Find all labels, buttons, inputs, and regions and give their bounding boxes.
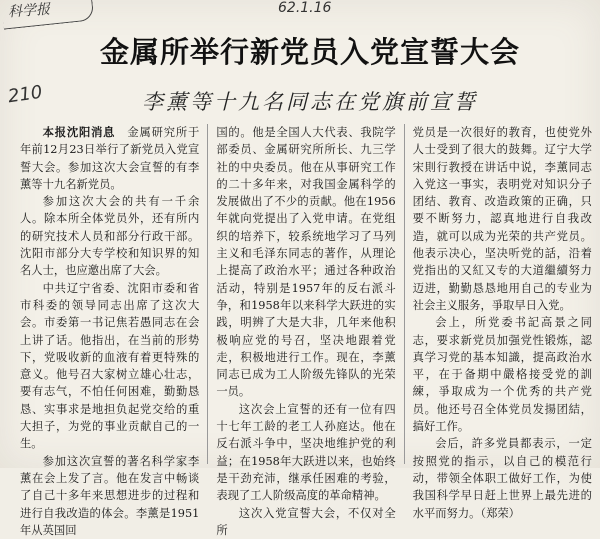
article-paragraph [413, 314, 592, 435]
handwritten-date-note: 62.1.16 [278, 0, 332, 16]
handwritten-number-note: 210 [6, 81, 44, 108]
column-divider [404, 124, 405, 464]
article-paragraph [413, 124, 592, 314]
article-body [20, 124, 592, 537]
paragraph-text: 这次会上宣誓的还有一位有四十七年工龄的老工人孙庭达。他在反右派斗争中，坚决地维护党的利益；在1958年大跃进以来，也始终是干劲充沛，继承任困难的考验，表现了工人阶级高度的革命精神。 [216, 402, 396, 503]
article-paragraph [216, 401, 395, 505]
article-column-1 [20, 124, 200, 537]
paragraph-text: 会上，所党委书記高景之同志，要求新党员加强党性锻炼，認真学习党的基本知識，提高政治水平，在于备期中嚴格接受党的訓練，爭取成为一个优秀的共产党员。他还号召全体党员发揚团結，搞好工作。 [412, 316, 592, 434]
article-paragraph [216, 505, 395, 539]
paragraph-text: 中共辽宁省委、沈阳市委和省市科委的领导同志出席了这次大会。市委第一书记焦若愚同志在会上讲了话。他指出，在当前的形势下，党吸收新的血液有着更特殊的意义。他号召大家树立雄心壮志，要有志气，不怕任何困难，勤勤恳恳、实事求是地担负起党交给的重大担子，为党的事业贡献自己的一生。 [20, 281, 200, 451]
article-paragraph [20, 124, 199, 193]
article-paragraph [216, 124, 395, 401]
article-column-2 [216, 124, 396, 537]
subheadline: 李薰等十九名同志在党旗前宣誓 [142, 90, 478, 114]
paragraph-text: 国的。他是全国人大代表、我院学部委员、金属研究所所长、九三学社的中央委员。他在从事研究工作的二十多年来，对我国金属科学的发展做出了不少的贡献。他在1956年就向党提出了入党申请。在党组织的培养下，较系统地学习了马列主义和毛泽东同志的著作，从理论上提高了政治水平；通过各种政治活动，特别是1957年的反右派斗争，和1958年以来科学大跃进的实践，明辨了大是大非，几年来他积极响应党的号召，坚决地跟着党走，积极地进行工作。现在，李薰同志已成为工人阶级先锋队的光荣一员。 [216, 126, 396, 399]
article-paragraph [413, 435, 592, 521]
article-paragraph [20, 280, 199, 453]
paragraph-text: 这次入党宣誓大会，不仅对全所 [216, 506, 396, 537]
headline: 金属所举行新党员入党宣誓大会 [99, 35, 520, 69]
column-divider [207, 124, 208, 464]
paragraph-text: 会后，許多党員都表示，一定按照党的指示，以自己的模范行动，带领全体职工做好工作，为使我国科学早日赶上世界上最先进的水平而努力。（郑荣） [412, 437, 592, 520]
paragraph-text: 党员是一次很好的教育，也使党外人士受到了很大的鼓舞。辽宁大学宋則行教授在讲话中说，李薰同志入党这一事实，表明党对知识分子团结、教育、改造政策的正确，只要不断努力，認真地进行自我改造，就可以成为光荣的共产党员。他表示决心，坚决听党的話，沿着党指出的又紅又专的大道繼續努力迈进，勤勤恳恳地用自己的专业为社会主义服务，爭取早日入党。 [412, 126, 592, 312]
article-paragraph [20, 193, 199, 279]
dateline: 本报沈阳消息 [42, 125, 128, 139]
paragraph-text: 参加这次宣誓的著名科学家李薰在会上发了言。他在发言中畅谈了自己十多年来思想进步的过程和进行自我改造的体会。李薰是1951年从英国回 [20, 454, 200, 537]
handwritten-source-note: 科学报 [7, 1, 51, 21]
article-column-3 [412, 124, 592, 520]
paragraph-text: 金属研究所于年前12月23日举行了新党员入党宣誓大会。参加这次大会宣誓的有李薰等十九名新党员。 [20, 126, 200, 191]
article-paragraph [20, 453, 199, 539]
paragraph-text: 参加这次大会的共有一千余人。除本所全体党员外，还有所内的研究技术人员和部分行政干部。沈阳市部分大专学校和知识界的知名人士，也应邀出席了大会。 [20, 195, 200, 278]
